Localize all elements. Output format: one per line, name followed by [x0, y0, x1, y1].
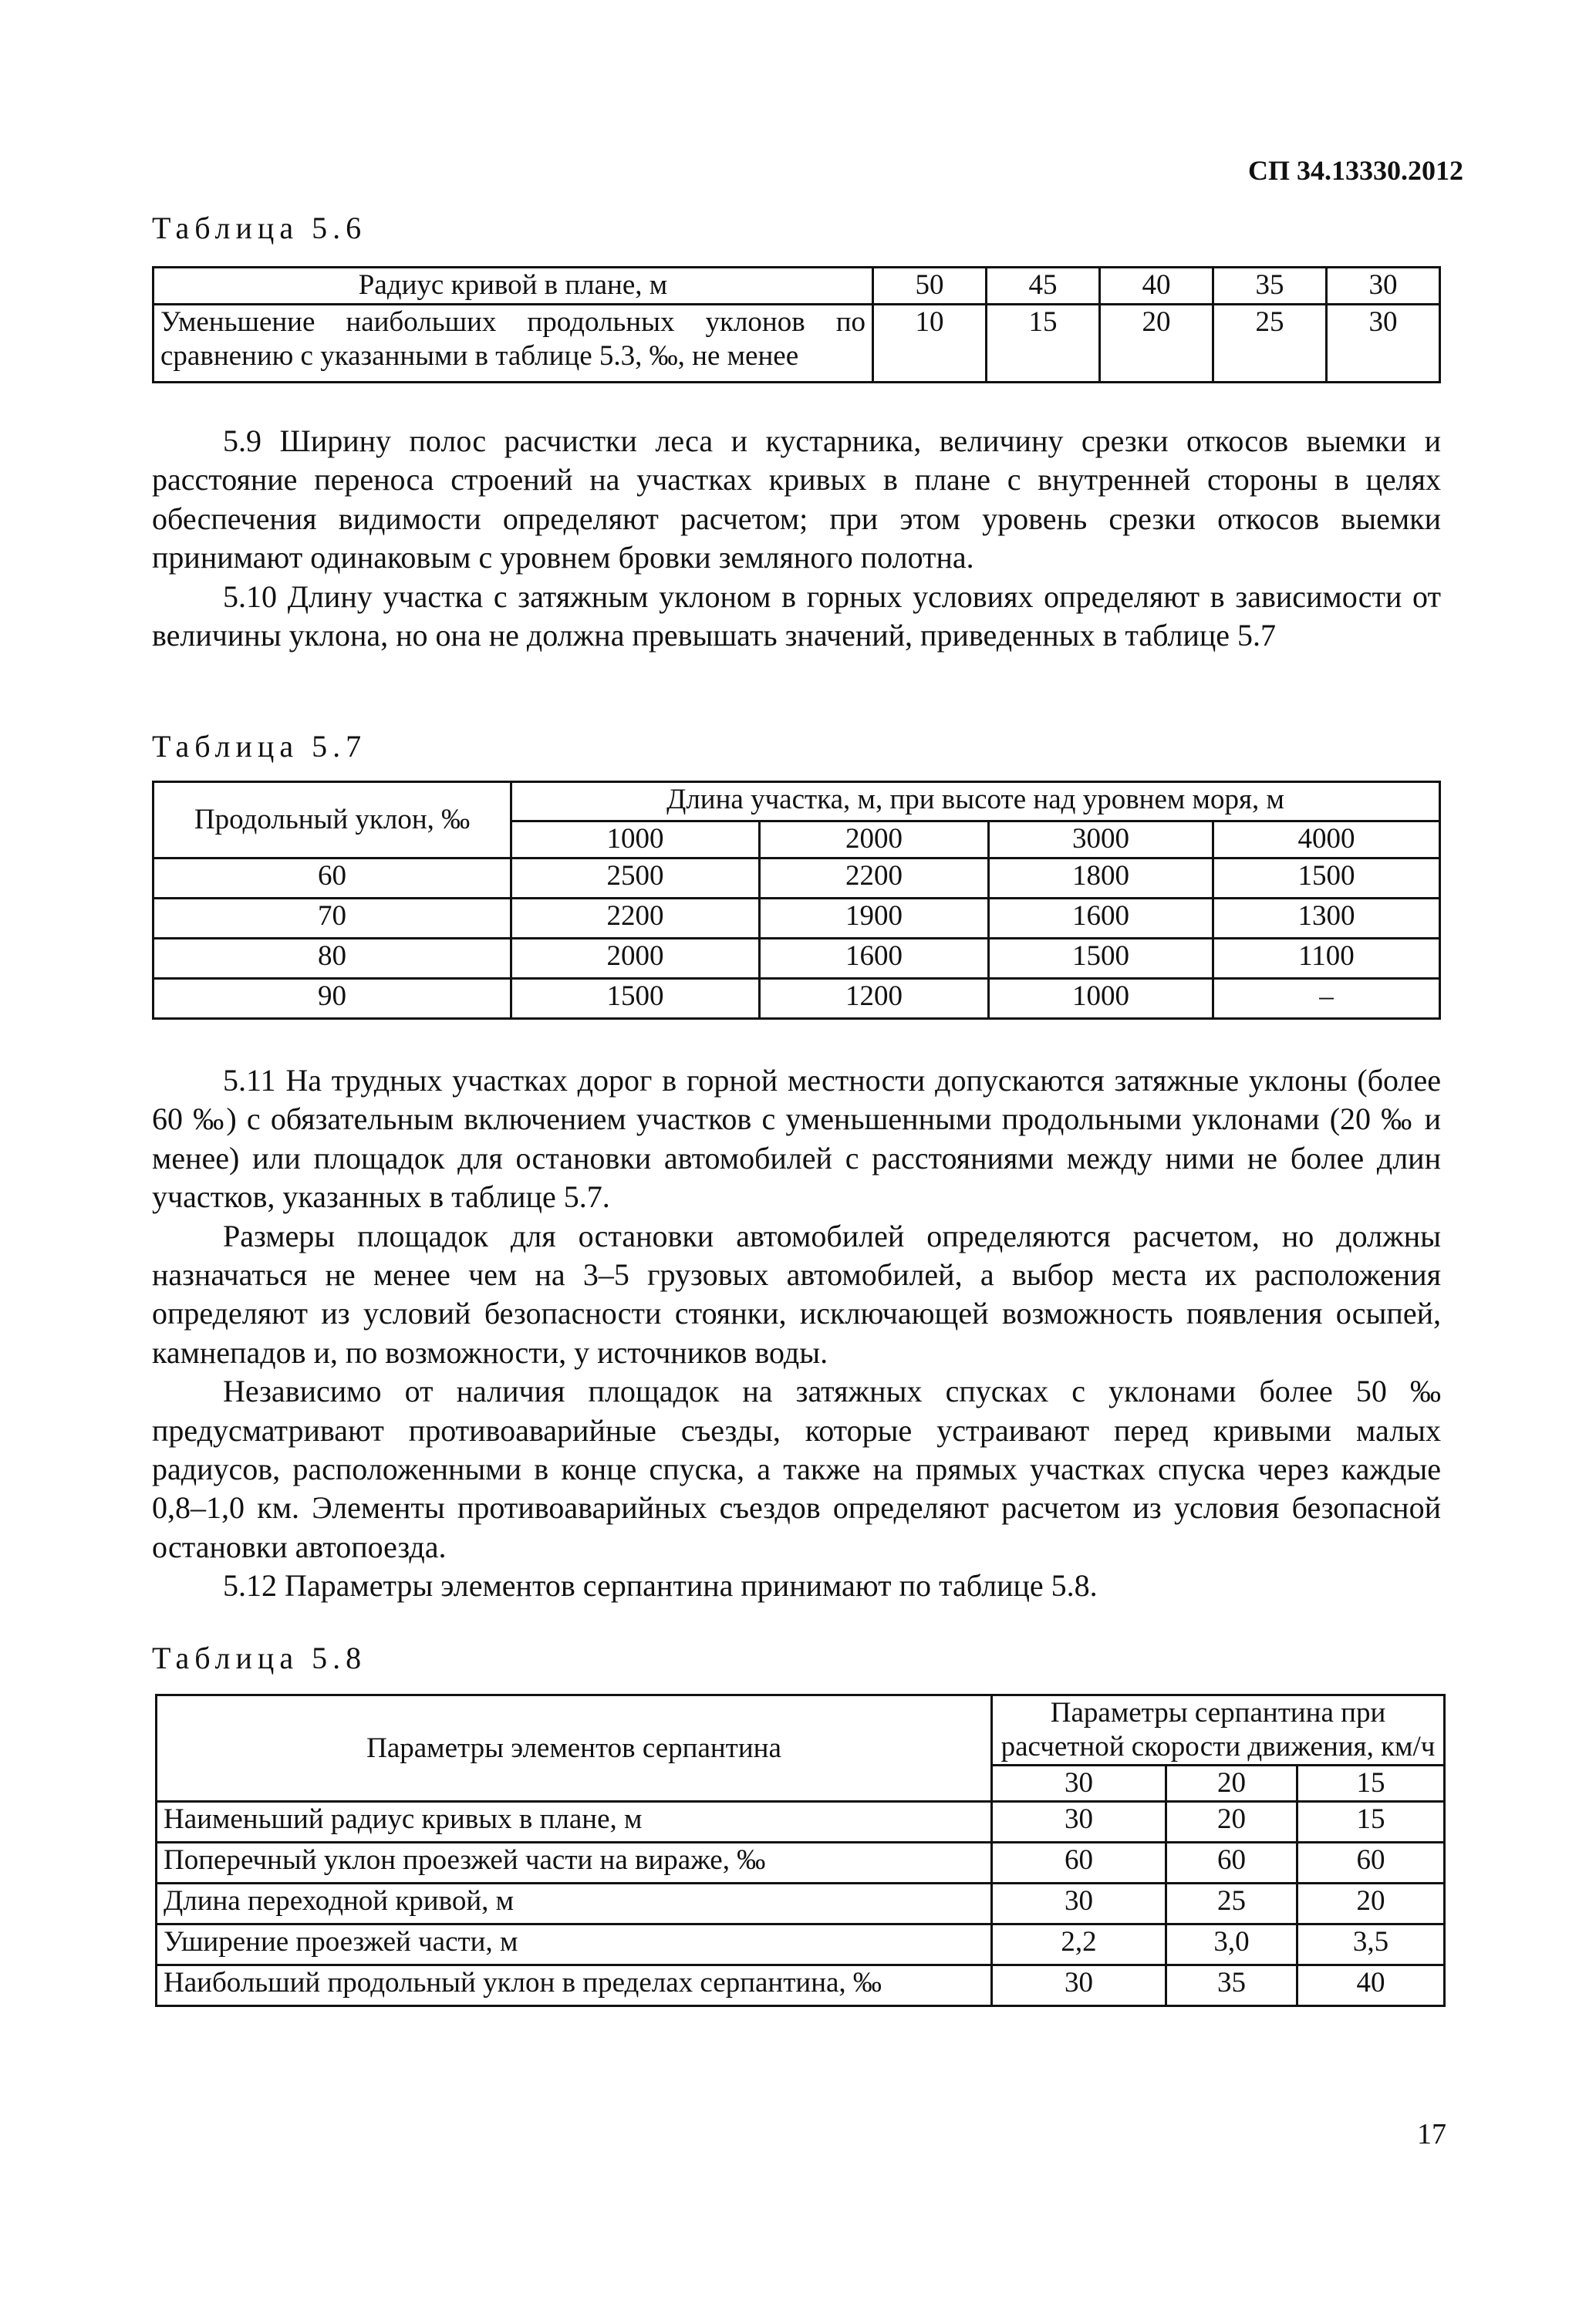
row-header: Наименьший радиус кривых в плане, м [157, 1802, 992, 1843]
table-cell: 20 [1166, 1802, 1297, 1843]
row-header: Поперечный уклон проезжей части на вираже, ‰ [157, 1843, 992, 1884]
table-cell: 20 [1100, 305, 1213, 383]
group-header-length: Длина участка, м, при высоте над уровнем моря, м [511, 782, 1440, 821]
table-cell: 60 [1166, 1843, 1297, 1884]
table-cell: 1100 [1213, 939, 1440, 979]
table-cell: 1500 [1213, 858, 1440, 899]
table-row [154, 979, 1440, 1019]
table-cell: 20 [1297, 1884, 1445, 1924]
table-cell: 1200 [760, 979, 989, 1019]
paragraph: Размеры площадок для остановки автомобилей определяются расчетом, но должны назначаться не менее чем на 3–5 грузовых автомобилей, а выбор места их расположения определяют из условий безопасности стоянки, исключающей возможность появления осыпей, камнепадов и, по возможности, у источников воды. [152, 1218, 1441, 1370]
speed-header: 15 [1297, 1766, 1445, 1802]
table-cell: 90 [154, 979, 511, 1019]
table-cell: 35 [1166, 1965, 1297, 2006]
table-row [157, 1924, 1445, 1965]
col-header-parameters: Параметры элементов серпантина [157, 1695, 992, 1802]
table-cell: 15 [1297, 1802, 1445, 1843]
table-cell: – [1213, 979, 1440, 1019]
table-cell: 2000 [511, 939, 760, 979]
table-row [157, 1965, 1445, 2006]
table-5-6-caption: Таблица 5.6 [152, 211, 367, 245]
table-row [157, 1802, 1445, 1843]
row-header: Уменьшение наибольших продольных уклонов по сравнению с указанными в таблице 5.3, ‰, не менее [154, 305, 873, 383]
paragraphs-5-11-5-12 [152, 1061, 1441, 1606]
speed-header: 30 [992, 1766, 1166, 1802]
table-cell: 45 [987, 268, 1100, 305]
altitude-header: 1000 [511, 821, 760, 858]
row-header: Уширение проезжей части, м [157, 1924, 992, 1965]
table-row [154, 268, 1440, 305]
table-row [157, 1843, 1445, 1884]
table-cell: 1900 [760, 899, 989, 939]
table-cell: 1500 [989, 939, 1213, 979]
table-cell: 2200 [760, 858, 989, 899]
altitude-header: 2000 [760, 821, 989, 858]
table-cell: 1600 [760, 939, 989, 979]
altitude-header: 3000 [989, 821, 1213, 858]
table-5-7-caption: Таблица 5.7 [152, 729, 367, 764]
table-row [154, 858, 1440, 899]
table-cell: 30 [992, 1802, 1166, 1843]
table-cell: 15 [987, 305, 1100, 383]
group-header-speed: Параметры серпантина при расчетной скорости движения, км/ч [992, 1695, 1445, 1766]
table-row [154, 899, 1440, 939]
table-cell: 1500 [511, 979, 760, 1019]
table-cell: 2,2 [992, 1924, 1166, 1965]
table-cell: 1800 [989, 858, 1213, 899]
table-cell: 30 [992, 1884, 1166, 1924]
table-cell: 2500 [511, 858, 760, 899]
table-5-6 [152, 266, 1441, 383]
row-header: Радиус кривой в плане, м [154, 268, 873, 305]
table-row [154, 939, 1440, 979]
table-5-8 [155, 1694, 1446, 2007]
altitude-header: 4000 [1213, 821, 1440, 858]
table-cell: 3,0 [1166, 1924, 1297, 1965]
table-cell: 40 [1297, 1965, 1445, 2006]
paragraph: 5.11 На трудных участках дорог в горной местности допускаются затяжные уклоны (более 60 ‰) с обязательным включением участков с уменьшенными продольными уклонами (20 ‰ и менее) или площадок для остановки автомобилей с расстояниями между ними не более длин участков, указанных в таблице 5.7. [152, 1063, 1441, 1215]
speed-header: 20 [1166, 1766, 1297, 1802]
table-cell: 10 [873, 305, 987, 383]
table-cell: 50 [873, 268, 987, 305]
table-cell: 60 [154, 858, 511, 899]
table-cell: 30 [1327, 305, 1440, 383]
col-header-slope: Продольный уклон, ‰ [154, 782, 511, 858]
table-row [157, 1884, 1445, 1924]
table-cell: 35 [1213, 268, 1327, 305]
table-cell: 40 [1100, 268, 1213, 305]
table-cell: 1300 [1213, 899, 1440, 939]
table-cell: 1000 [989, 979, 1213, 1019]
table-cell: 60 [992, 1843, 1166, 1884]
table-5-7 [152, 781, 1441, 1020]
table-row [154, 305, 1440, 383]
table-cell: 60 [1297, 1843, 1445, 1884]
paragraphs-5-9-5-10 [152, 422, 1441, 655]
page-number: 17 [1417, 2118, 1446, 2150]
table-cell: 70 [154, 899, 511, 939]
paragraph: 5.12 Параметры элементов серпантина принимают по таблице 5.8. [223, 1568, 1098, 1604]
table-cell: 25 [1166, 1884, 1297, 1924]
table-cell: 30 [992, 1965, 1166, 2006]
table-cell: 80 [154, 939, 511, 979]
paragraph: 5.10 Длину участка с затяжным уклоном в горных условиях определяют в зависимости от величины уклона, но она не должна превышать значений, приведенных в таблице 5.7 [152, 578, 1441, 653]
paragraph: Независимо от наличия площадок на затяжных спусках с уклонами более 50 ‰ предусматривают противоаварийные съезды, которые устраивают перед кривыми малых радиусов, расположенными в конце спуска, а также на прямых участках спуска через каждые 0,8–1,0 км. Элементы противоаварийных съездов определяют расчетом из условия безопасной остановки автопоезда. [152, 1374, 1441, 1564]
paragraph: 5.9 Ширину полос расчистки леса и кустарника, величину срезки откосов выемки и расстояние переноса строений на участках кривых в плане с внутренней стороны в целях обеспечения видимости определяют расчетом; при этом уровень срезки откосов выемки принимают одинаковым с уровнем бровки земляного полотна. [152, 423, 1441, 575]
row-header: Длина переходной кривой, м [157, 1884, 992, 1924]
table-cell: 30 [1327, 268, 1440, 305]
table-5-8-caption: Таблица 5.8 [152, 1641, 367, 1675]
row-header: Наибольший продольный уклон в пределах серпантина, ‰ [157, 1965, 992, 2006]
table-cell: 3,5 [1297, 1924, 1445, 1965]
table-cell: 25 [1213, 305, 1327, 383]
table-cell: 1600 [989, 899, 1213, 939]
table-cell: 2200 [511, 899, 760, 939]
document-code: СП 34.13330.2012 [1248, 155, 1463, 186]
